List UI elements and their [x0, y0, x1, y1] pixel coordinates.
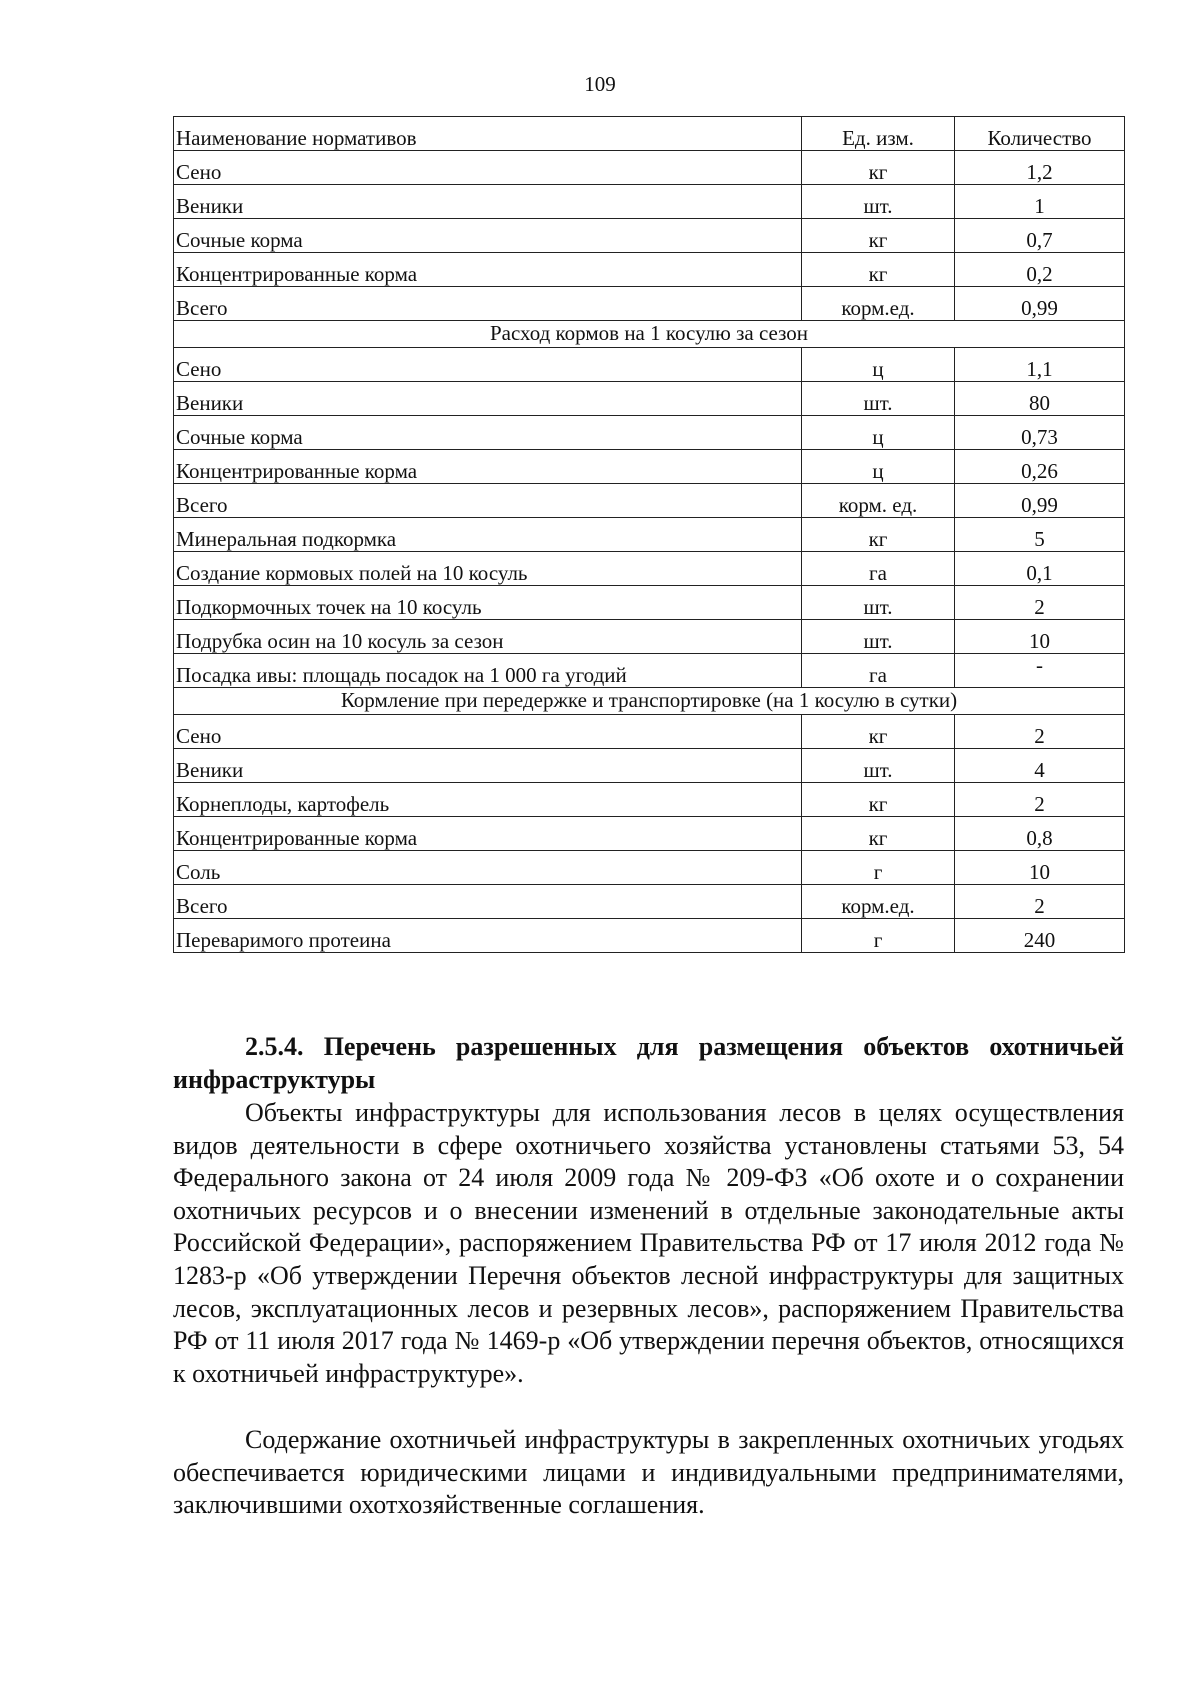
row-name: Сочные корма	[174, 416, 802, 450]
table-row	[174, 450, 1125, 484]
row-name: Подкормочных точек на 10 косуль	[174, 586, 802, 620]
row-quantity: 0,2	[955, 253, 1125, 287]
row-quantity: 1,1	[955, 348, 1125, 382]
body-paragraph: Объекты инфраструктуры для использования лесов в целях осуществления видов деятельности в сфере охотничьего хозяйства установлены статьями 53, 54 Федерального закона от 24 июля 2009 года № 209-ФЗ «Об охоте и о сохранении охотничьих ресурсов и о внесении изменений в отдельные законодательные акты Российской Федерации», распоряжением Правительства РФ от 17 июля 2012 года № 1283-р «Об утверждении Перечня объектов лесной инфраструктуры для защитных лесов, эксплуатационных лесов и резервных лесов», распоряжением Правительства РФ от 11 июля 2017 года № 1469-р «Об утверждении перечня объектов, относящихся к охотничьей инфраструктуре».	[173, 1098, 1124, 1388]
table-row	[174, 749, 1125, 783]
row-quantity: 0,99	[955, 484, 1125, 518]
table-row	[174, 151, 1125, 185]
row-unit: шт.	[802, 620, 955, 654]
section-transport-title: Кормление при передержке и транспортировке (на 1 косулю в сутки)	[174, 688, 1125, 715]
row-unit: кг	[802, 253, 955, 287]
row-unit: г	[802, 919, 955, 953]
row-quantity: 1	[955, 185, 1125, 219]
row-quantity: 10	[955, 851, 1125, 885]
table-header-row	[174, 117, 1125, 151]
row-unit: кг	[802, 783, 955, 817]
row-name: Веники	[174, 382, 802, 416]
row-quantity: 0,8	[955, 817, 1125, 851]
row-name: Концентрированные корма	[174, 253, 802, 287]
table-row	[174, 382, 1125, 416]
table-row	[174, 919, 1125, 953]
row-name: Всего	[174, 885, 802, 919]
header-name: Наименование нормативов	[174, 117, 802, 151]
row-name: Корнеплоды, картофель	[174, 783, 802, 817]
table-row	[174, 518, 1125, 552]
row-unit: шт.	[802, 586, 955, 620]
row-unit: ц	[802, 416, 955, 450]
row-quantity: 0,7	[955, 219, 1125, 253]
table-row	[174, 416, 1125, 450]
row-quantity: 2	[955, 715, 1125, 749]
row-unit: га	[802, 552, 955, 586]
body-paragraph: Содержание охотничьей инфраструктуры в закрепленных охотничьих угодьях обеспечивается юридическими лицами и индивидуальными предпринимателями, заключившими охотхозяйственные соглашения.	[173, 1425, 1124, 1520]
table-row	[174, 552, 1125, 586]
table-row	[174, 586, 1125, 620]
table-row	[174, 348, 1125, 382]
row-name: Переваримого протеина	[174, 919, 802, 953]
row-name: Сено	[174, 151, 802, 185]
row-unit: кг	[802, 219, 955, 253]
row-quantity: 80	[955, 382, 1125, 416]
row-unit: шт.	[802, 185, 955, 219]
row-name: Всего	[174, 287, 802, 321]
table-row	[174, 654, 1125, 688]
row-name: Минеральная подкормка	[174, 518, 802, 552]
row-quantity: 0,73	[955, 416, 1125, 450]
row-quantity: 2	[955, 586, 1125, 620]
table-row	[174, 185, 1125, 219]
row-quantity: 240	[955, 919, 1125, 953]
row-quantity: 2	[955, 885, 1125, 919]
row-unit: шт.	[802, 382, 955, 416]
table-row	[174, 219, 1125, 253]
table-section-row	[174, 688, 1125, 715]
row-name: Концентрированные корма	[174, 450, 802, 484]
header-unit: Ед. изм.	[802, 117, 955, 151]
table-section-row	[174, 321, 1125, 348]
row-quantity: 2	[955, 783, 1125, 817]
row-quantity: 10	[955, 620, 1125, 654]
row-quantity: 5	[955, 518, 1125, 552]
table-row	[174, 484, 1125, 518]
row-unit: га	[802, 654, 955, 688]
table-row	[174, 851, 1125, 885]
row-quantity: 0,1	[955, 552, 1125, 586]
row-unit: г	[802, 851, 955, 885]
row-name: Концентрированные корма	[174, 817, 802, 851]
table-row	[174, 287, 1125, 321]
row-unit: ц	[802, 348, 955, 382]
section-heading: 2.5.4. Перечень разрешенных для размещения объектов охотничьей инфраструктуры	[173, 1032, 1124, 1094]
row-name: Соль	[174, 851, 802, 885]
row-quantity: -	[955, 654, 1125, 688]
feed-norms-table	[173, 116, 1125, 953]
table-row	[174, 715, 1125, 749]
table-row	[174, 885, 1125, 919]
table-row	[174, 620, 1125, 654]
row-quantity: 0,99	[955, 287, 1125, 321]
row-quantity: 4	[955, 749, 1125, 783]
table-row	[174, 253, 1125, 287]
page-number: 109	[584, 72, 616, 96]
row-name: Сено	[174, 348, 802, 382]
row-unit: корм.ед.	[802, 287, 955, 321]
row-name: Всего	[174, 484, 802, 518]
row-name: Создание кормовых полей на 10 косуль	[174, 552, 802, 586]
row-unit: кг	[802, 151, 955, 185]
row-name: Посадка ивы: площадь посадок на 1 000 га угодий	[174, 654, 802, 688]
row-quantity: 1,2	[955, 151, 1125, 185]
row-unit: ц	[802, 450, 955, 484]
row-unit: кг	[802, 518, 955, 552]
row-name: Веники	[174, 185, 802, 219]
row-unit: корм. ед.	[802, 484, 955, 518]
row-unit: кг	[802, 715, 955, 749]
section-season-title: Расход кормов на 1 косулю за сезон	[174, 321, 1125, 348]
row-name: Подрубка осин на 10 косуль за сезон	[174, 620, 802, 654]
row-unit: шт.	[802, 749, 955, 783]
row-name: Веники	[174, 749, 802, 783]
table-row	[174, 783, 1125, 817]
row-unit: корм.ед.	[802, 885, 955, 919]
table-row	[174, 817, 1125, 851]
row-name: Сочные корма	[174, 219, 802, 253]
row-name: Сено	[174, 715, 802, 749]
row-quantity: 0,26	[955, 450, 1125, 484]
row-unit: кг	[802, 817, 955, 851]
header-quantity: Количество	[955, 117, 1125, 151]
